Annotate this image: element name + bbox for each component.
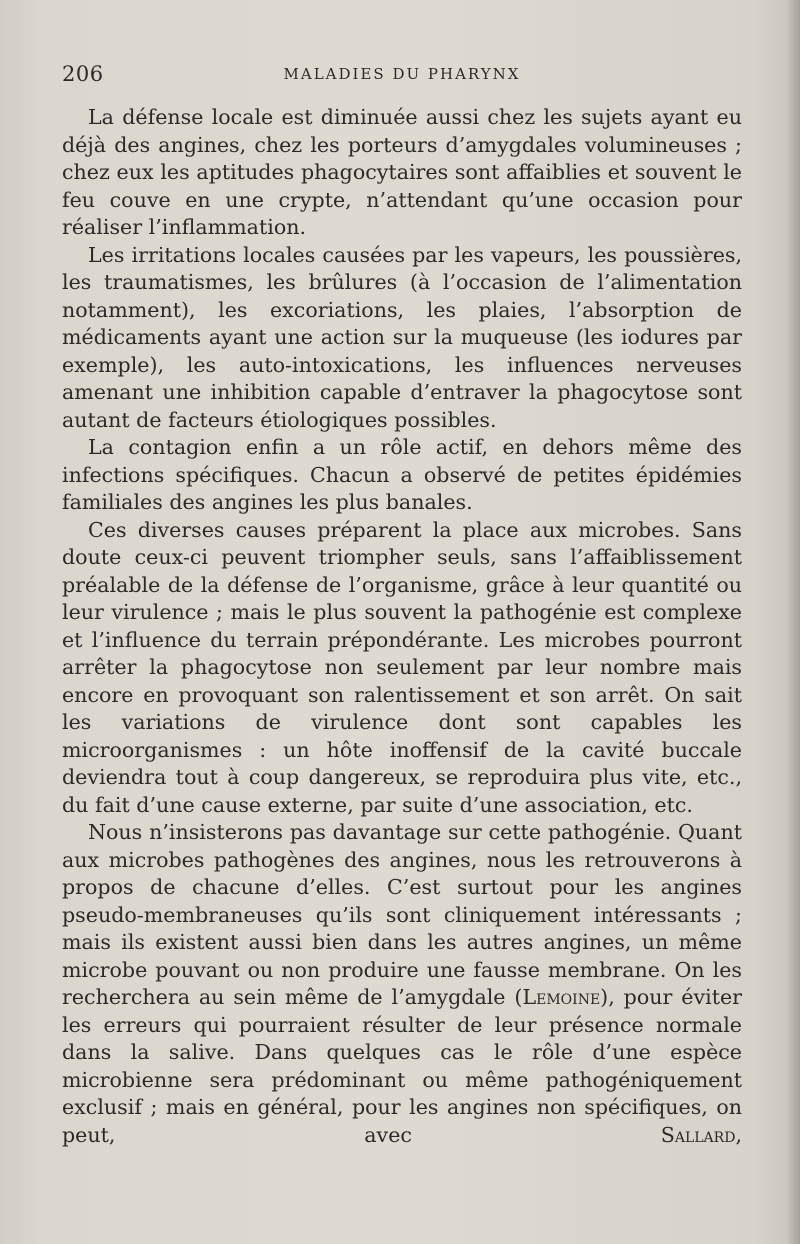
author-lemoine: Lemoine [522,985,601,1009]
paragraph-5-part-2: ), pour éviter les erreurs qui pourraient résulter de leur présence normale dans la salive. Dans quelques cas le rôle d’une espèce microbienne sera prédominant ou même pathogéniquement exclusif ; mais en général, pour les angines non spécifiques, on peut, avec [62,985,742,1147]
paragraph-2: Les irritations locales causées par les vapeurs, les poussières, les traumatismes, les brûlures (à l’occasion de l’alimentation notamment), les excoriations, les plaies, l’absorption de médicaments ayant une action sur la muqueuse (les iodures par exemple), les auto-intoxications, les influences nerveuses amenant une inhibition capable d’entraver la phagocytose sont autant de facteurs étiologiques possibles. [62,242,742,432]
body-text [62,104,742,1149]
paragraph-4: Ces diverses causes préparent la place aux microbes. Sans doute ceux-ci peuvent triompher seuls, sans l’affaiblissement préalable de la défense de l’organisme, grâce à leur quantité ou leur virulence ; mais le plus souvent la pathogénie est complexe et l’influence du terrain prépondérante. Les microbes pourront arrêter la phagocytose non seulement par leur nombre mais encore en provoquant son ralentissement et son arrêt. On sait les variations de virulence dont sont capables les microorganismes : un hôte inoffensif de la cavité buccale deviendra tout à coup dangereux, se reproduira plus vite, etc., du fait d’une cause externe, par suite d’une association, etc. [62,517,742,817]
paragraph-5 [62,819,742,1149]
author-sallard: Sallard [660,1122,736,1147]
paragraph-5-part-1: Nous n’insisterons pas davantage sur cette pathogénie. Quant aux microbes pathogènes des angines, nous les retrouverons à propos de chacune d’elles. C’est surtout pour les angines pseudo-membraneuses qu’ils sont cliniquement intéressants ; mais ils existent aussi bien dans les autres angines, un même microbe pouvant ou non produire une fausse membrane. On les recherchera au sein même de l’amygdale ( [62,820,742,1009]
running-head [62,62,742,92]
running-title: MALADIES DU PHARYNX [283,65,521,83]
page-number: 206 [62,62,104,86]
paragraph-1: La défense locale est diminuée aussi chez les sujets ayant eu déjà des angines, chez les porteurs d’amygdales volumineuses ; chez eux les aptitudes phagocytaires sont affaiblies et souvent le feu couve en une crypte, n’attendant qu’une occasion pour réaliser l’inflammation. [62,105,742,239]
paragraph-3: La contagion enfin a un rôle actif, en dehors même des infections spécifiques. Chacun a observé de petites épidémies familiales des angines les plus banales. [62,435,742,514]
page-edge-shadow [786,0,800,1244]
paragraph-5-part-3: , [735,1122,742,1147]
